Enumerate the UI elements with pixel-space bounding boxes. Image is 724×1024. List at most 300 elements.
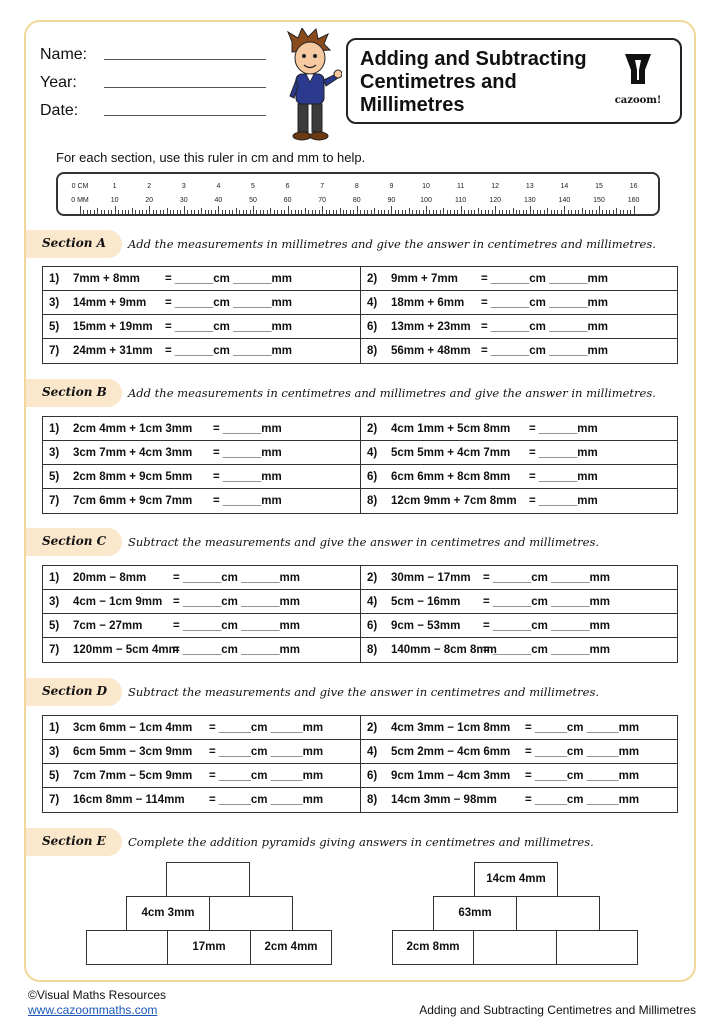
ruler-mm-label: 10 (110, 197, 119, 204)
ruler-tick (180, 210, 181, 214)
ruler-tick (471, 210, 472, 214)
ruler-tick (308, 210, 309, 214)
question-number: 7) (49, 794, 60, 806)
question-cell (43, 441, 361, 465)
ruler-tick (232, 210, 233, 214)
ruler-tick (173, 210, 174, 214)
question-number: 2) (367, 423, 378, 435)
ruler-tick (281, 210, 282, 214)
ruler-cm-label: 14 (560, 183, 569, 190)
question-expression: 6cm 5mm − 3cm 9mm (73, 746, 193, 758)
section-c-label: Section C (42, 534, 107, 548)
ruler-mm-label: 30 (179, 197, 188, 204)
ruler-mm-label: 100 (420, 197, 432, 204)
ruler-tick (312, 210, 313, 214)
ruler-tick (502, 210, 503, 214)
ruler-tick (267, 210, 268, 214)
section-a-header (26, 230, 122, 258)
question-number: 8) (367, 495, 378, 507)
question-number: 5) (49, 620, 60, 632)
cartoon-boy-illustration (278, 28, 342, 144)
ruler-tick (447, 210, 448, 214)
ruler-tick (336, 210, 337, 214)
ruler-tick (526, 210, 527, 214)
ruler-tick (540, 210, 541, 214)
question-cell (43, 590, 361, 614)
question-expression: 120mm − 5cm 4mm (73, 644, 179, 656)
ruler-tick (423, 210, 424, 214)
ruler-tick (222, 210, 223, 214)
section-b-header (26, 379, 122, 407)
ruler-tick (575, 210, 576, 214)
question-cell (43, 417, 361, 441)
ruler-tick (115, 206, 116, 214)
question-number: 2) (367, 572, 378, 584)
answer-blank[interactable]: = _____cm _____mm (209, 770, 324, 782)
ruler-tick (454, 210, 455, 214)
answer-blank[interactable]: = ______cm ______mm (173, 572, 300, 584)
ruler-tick (568, 210, 569, 214)
question-cell (43, 291, 361, 315)
ruler-tick (419, 210, 420, 214)
answer-blank[interactable]: = _____cm _____mm (525, 794, 640, 806)
answer-blank[interactable]: = ______cm ______mm (483, 644, 610, 656)
ruler-tick (319, 210, 320, 214)
question-cell (43, 339, 361, 363)
question-cell (361, 590, 677, 614)
ruler-tick (627, 210, 628, 214)
ruler-tick (378, 210, 379, 214)
ruler-tick (225, 210, 226, 214)
question-number: 6) (367, 471, 378, 483)
question-cell (361, 566, 677, 590)
ruler-mm-label: 80 (352, 197, 361, 204)
ruler-tick (277, 210, 278, 214)
question-number: 5) (49, 770, 60, 782)
ruler-tick (429, 210, 430, 214)
ruler-tick (326, 210, 327, 214)
section-a-description: Add the measurements in millimetres and give the answer in centimetres and millimetres. (128, 237, 656, 251)
ruler-tick (509, 210, 510, 214)
ruler-mm-label: 50 (249, 197, 257, 204)
ruler-tick (284, 210, 285, 214)
question-expression: 140mm − 8cm 8mm (391, 644, 497, 656)
ruler-tick (208, 210, 209, 214)
ruler-tick (426, 206, 427, 214)
section-e-description: Complete the addition pyramids giving answers in centimetres and millimetres. (128, 835, 594, 849)
question-cell (43, 566, 361, 590)
question-expression: 9cm − 53mm (391, 620, 461, 632)
ruler-tick (94, 210, 95, 214)
ruler-mm-label: 40 (214, 197, 223, 204)
answer-blank[interactable]: = ______cm ______mm (481, 345, 608, 357)
question-number: 5) (49, 471, 60, 483)
pyramid-2-mid-left[interactable]: 63mm (433, 896, 517, 931)
ruler-tick (288, 206, 289, 214)
ruler-tick (405, 210, 406, 214)
pyramid-1-top[interactable] (166, 862, 250, 897)
question-expression: 5cm − 16mm (391, 596, 461, 608)
ruler-tick (371, 210, 372, 214)
ruler-tick (433, 210, 434, 214)
section-b-table (42, 416, 678, 514)
question-number: 3) (49, 746, 60, 758)
question-number: 8) (367, 794, 378, 806)
question-expression: 5cm 2mm − 4cm 6mm (391, 746, 511, 758)
date-line (104, 115, 266, 116)
ruler-mm-label: 70 (318, 197, 327, 204)
question-cell (361, 339, 677, 363)
pyramid-2-bottom-mid[interactable] (473, 930, 557, 965)
question-expression: 24mm + 31mm (73, 345, 153, 357)
question-number: 6) (367, 321, 378, 333)
ruler-tick (298, 210, 299, 214)
answer-blank[interactable]: = _____cm _____mm (525, 722, 640, 734)
ruler-tick (87, 210, 88, 214)
ruler-tick (236, 208, 237, 214)
ruler-tick (554, 210, 555, 214)
answer-blank[interactable]: = _____cm _____mm (209, 722, 324, 734)
ruler-tick (305, 208, 306, 214)
question-expression: 4cm − 1cm 9mm (73, 596, 163, 608)
answer-blank[interactable]: = _____cm _____mm (525, 746, 640, 758)
section-c-table (42, 565, 678, 663)
ruler-tick (537, 210, 538, 214)
answer-blank[interactable]: = ______mm (213, 447, 282, 459)
answer-blank[interactable]: = ______cm ______mm (483, 620, 610, 632)
question-number: 1) (49, 423, 60, 435)
question-expression: 14mm + 9mm (73, 297, 147, 309)
ruler-tick (609, 210, 610, 214)
ruler-cm-label: 4 (216, 183, 221, 190)
question-number: 5) (49, 321, 60, 333)
ruler-cm-label: 1 (112, 183, 117, 190)
ruler-tick (367, 210, 368, 214)
ruler-tick (457, 210, 458, 214)
ruler-tick (596, 210, 597, 214)
ruler-mm-label: 0 MM (71, 197, 89, 204)
pyramid-1-mid-left[interactable]: 4cm 3mm (126, 896, 210, 931)
ruler-tick (215, 210, 216, 214)
question-cell (361, 740, 677, 764)
ruler-cm-label: 2 (147, 183, 152, 190)
title-line-3: Millimetres (360, 94, 465, 116)
question-cell (43, 740, 361, 764)
ruler-tick (481, 210, 482, 214)
ruler-tick (516, 210, 517, 214)
ruler-tick (440, 210, 441, 214)
answer-blank[interactable]: = _____cm _____mm (525, 770, 640, 782)
ruler-tick (416, 210, 417, 214)
date-field[interactable] (40, 102, 78, 120)
ruler-mm-label: 130 (523, 197, 536, 204)
ruler-tick (592, 210, 593, 214)
ruler-cm-label: 6 (285, 183, 290, 190)
title-box (346, 38, 682, 124)
ruler-tick (246, 210, 247, 214)
ruler-tick (156, 210, 157, 214)
year-line (104, 87, 266, 88)
footer-title: Adding and Subtracting Centimetres and Millimetres (419, 1003, 696, 1017)
ruler-tick (163, 210, 164, 214)
ruler-tick (243, 210, 244, 214)
pyramid-2-mid-right[interactable] (516, 896, 600, 931)
question-cell (361, 788, 677, 812)
answer-blank[interactable]: = ______cm ______mm (173, 620, 300, 632)
ruler-cm-label: 11 (456, 183, 465, 190)
question-expression: 12cm 9mm + 7cm 8mm (391, 495, 517, 507)
question-number: 4) (367, 297, 378, 309)
question-expression: 4cm 3mm − 1cm 8mm (391, 722, 511, 734)
title-line-2: Centimetres and (360, 71, 517, 93)
question-expression: 2cm 4mm + 1cm 3mm (73, 423, 193, 435)
question-expression: 7cm 7mm − 5cm 9mm (73, 770, 193, 782)
ruler-tick (506, 210, 507, 214)
ruler-tick (153, 210, 154, 214)
ruler-tick (160, 210, 161, 214)
ruler-tick (374, 208, 375, 214)
question-expression: 56mm + 48mm (391, 345, 471, 357)
ruler-tick (561, 210, 562, 214)
ruler-tick (346, 210, 347, 214)
answer-blank[interactable]: = ______mm (529, 447, 598, 459)
logo-text: cazoom! (614, 95, 662, 106)
question-cell (361, 315, 677, 339)
section-d-label: Section D (42, 684, 108, 698)
answer-blank[interactable]: = ______cm ______mm (483, 572, 610, 584)
ruler-tick (533, 210, 534, 214)
ruler-mm-label: 120 (489, 197, 502, 204)
ruler-tick (149, 206, 150, 214)
question-cell (361, 465, 677, 489)
ruler-tick (606, 210, 607, 214)
ruler-tick (146, 210, 147, 214)
question-number: 1) (49, 572, 60, 584)
question-number: 1) (49, 273, 60, 285)
answer-blank[interactable]: = ______cm ______mm (165, 297, 292, 309)
answer-blank[interactable]: = ______cm ______mm (481, 321, 608, 333)
ruler-tick (585, 210, 586, 214)
section-a-table (42, 266, 678, 364)
ruler-tick (135, 210, 136, 214)
question-cell (43, 614, 361, 638)
ruler-tick (443, 208, 444, 214)
ruler-tick (229, 210, 230, 214)
question-number: 6) (367, 770, 378, 782)
answer-blank[interactable]: = ______cm ______mm (483, 596, 610, 608)
ruler-tick (128, 210, 129, 214)
ruler-tick (360, 210, 361, 214)
ruler-cm-label: 5 (251, 183, 255, 190)
ruler-tick (139, 210, 140, 214)
pyramid-2-bottom-left[interactable]: 2cm 8mm (392, 930, 474, 965)
section-e-header (26, 828, 122, 856)
year-field[interactable] (40, 74, 77, 92)
ruler-tick (623, 210, 624, 214)
ruler-tick (582, 208, 583, 214)
ruler-tick (118, 210, 119, 214)
ruler-tick (80, 206, 81, 214)
ruler-tick (353, 210, 354, 214)
ruler-tick (478, 208, 479, 214)
ruler-tick (191, 210, 192, 214)
section-d-header (26, 678, 122, 706)
footer-url-link[interactable]: www.cazoommaths.com (28, 1003, 158, 1017)
ruler-mm-label: 90 (387, 197, 396, 204)
ruler-tick (122, 210, 123, 214)
ruler-mm-label: 160 (627, 197, 640, 204)
section-b-description: Add the measurements in centimetres and millimetres and give the answer in millimetres. (128, 386, 656, 400)
section-b-label: Section B (42, 385, 107, 399)
question-number: 6) (367, 620, 378, 632)
question-number: 4) (367, 447, 378, 459)
ruler-tick (412, 210, 413, 214)
question-expression: 14cm 3mm − 98mm (391, 794, 497, 806)
question-expression: 3cm 7mm + 4cm 3mm (73, 447, 193, 459)
ruler-tick (291, 210, 292, 214)
ruler-tick (364, 210, 365, 214)
logo-icon (623, 52, 653, 88)
question-expression: 20mm − 8mm (73, 572, 147, 584)
section-c-header (26, 528, 122, 556)
pyramid-1-bottom-mid[interactable]: 17mm (167, 930, 251, 965)
ruler-tick (170, 210, 171, 214)
pyramid-2-bottom-right[interactable] (556, 930, 638, 965)
ruler-tick (409, 208, 410, 214)
ruler-tick (388, 210, 389, 214)
answer-blank[interactable]: = ______mm (529, 423, 598, 435)
ruler-tick (194, 210, 195, 214)
ruler-tick (613, 210, 614, 214)
answer-blank[interactable]: = ______mm (529, 495, 598, 507)
question-number: 3) (49, 596, 60, 608)
section-d-table (42, 715, 678, 813)
question-number: 4) (367, 596, 378, 608)
question-expression: 6cm 6mm + 8cm 8mm (391, 471, 511, 483)
question-cell (361, 764, 677, 788)
answer-blank[interactable]: = ______mm (213, 423, 282, 435)
question-expression: 7cm 6mm + 9cm 7mm (73, 495, 193, 507)
ruler-tick (187, 210, 188, 214)
answer-blank[interactable]: = ______cm ______mm (173, 596, 300, 608)
answer-blank[interactable]: = _____cm _____mm (209, 746, 324, 758)
ruler-tick (301, 210, 302, 214)
ruler-tick (381, 210, 382, 214)
ruler-tick (343, 210, 344, 214)
answer-blank[interactable]: = ______cm ______mm (481, 297, 608, 309)
ruler-tick (530, 206, 531, 214)
ruler-tick (167, 208, 168, 214)
question-number: 3) (49, 447, 60, 459)
answer-blank[interactable]: = _____cm _____mm (209, 794, 324, 806)
name-label: Name: (40, 46, 88, 63)
question-cell (43, 465, 361, 489)
ruler-mm-label: 60 (283, 197, 292, 204)
ruler-cm-label: 0 CM (71, 183, 89, 190)
name-field[interactable] (40, 46, 87, 64)
question-expression: 7mm + 8mm (73, 273, 140, 285)
ruler-tick (357, 206, 358, 214)
ruler-tick (250, 210, 251, 214)
section-e-label: Section E (42, 834, 106, 848)
ruler-tick (184, 206, 185, 214)
answer-blank[interactable]: = ______mm (529, 471, 598, 483)
ruler-tick (436, 210, 437, 214)
answer-blank[interactable]: = ______cm ______mm (481, 273, 608, 285)
answer-blank[interactable]: = ______cm ______mm (165, 273, 292, 285)
ruler-tick (634, 206, 635, 214)
pyramid-1-bottom-right[interactable]: 2cm 4mm (250, 930, 332, 965)
question-number: 3) (49, 297, 60, 309)
ruler-tick (295, 210, 296, 214)
answer-blank[interactable]: = ______mm (213, 495, 282, 507)
question-cell (43, 315, 361, 339)
ruler-tick (602, 210, 603, 214)
ruler-tick (488, 210, 489, 214)
question-expression: 15mm + 19mm (73, 321, 153, 333)
title-line-1: Adding and Subtracting (360, 48, 587, 70)
ruler-tick (201, 208, 202, 214)
answer-blank[interactable]: = ______mm (213, 471, 282, 483)
ruler-tick (333, 210, 334, 214)
ruler-tick (97, 208, 98, 214)
ruler-tick (350, 210, 351, 214)
ruler-tick (557, 210, 558, 214)
ruler-tick (630, 210, 631, 214)
question-number: 8) (367, 644, 378, 656)
ruler-mm-label: 140 (558, 197, 571, 204)
answer-blank[interactable]: = ______cm ______mm (165, 321, 292, 333)
pyramid-2-top[interactable]: 14cm 4mm (474, 862, 558, 897)
question-expression: 13mm + 23mm (391, 321, 471, 333)
question-number: 7) (49, 644, 60, 656)
section-c-description: Subtract the measurements and give the answer in centimetres and millimetres. (128, 535, 600, 549)
ruler-tick (599, 206, 600, 214)
question-cell (361, 614, 677, 638)
ruler-tick (544, 210, 545, 214)
ruler-tick (108, 210, 109, 214)
ruler-tick (384, 210, 385, 214)
question-expression: 9cm 1mm − 4cm 3mm (391, 770, 511, 782)
question-cell (43, 489, 361, 513)
ruler-tick (398, 210, 399, 214)
cazoom-logo (606, 52, 670, 110)
question-expression: 30mm − 17mm (391, 572, 471, 584)
ruler-tick (340, 208, 341, 214)
question-number: 2) (367, 273, 378, 285)
ruler-tick (125, 210, 126, 214)
question-cell (43, 716, 361, 740)
ruler-tick (198, 210, 199, 214)
ruler-tick (329, 210, 330, 214)
question-number: 7) (49, 495, 60, 507)
ruler-cm-label: 16 (629, 183, 638, 190)
pyramid-1-bottom-left[interactable] (86, 930, 168, 965)
answer-blank[interactable]: = ______cm ______mm (173, 644, 300, 656)
instruction-text: For each section, use this ruler in cm and mm to help. (56, 150, 366, 165)
question-cell (361, 417, 677, 441)
ruler-tick (263, 210, 264, 214)
ruler-tick (551, 210, 552, 214)
question-number: 4) (367, 746, 378, 758)
ruler (56, 172, 660, 216)
pyramid-1-mid-right[interactable] (209, 896, 293, 931)
question-expression: 7cm − 27mm (73, 620, 143, 632)
ruler-tick (322, 206, 323, 214)
question-cell (361, 291, 677, 315)
ruler-mm-label: 110 (455, 197, 467, 204)
answer-blank[interactable]: = ______cm ______mm (165, 345, 292, 357)
